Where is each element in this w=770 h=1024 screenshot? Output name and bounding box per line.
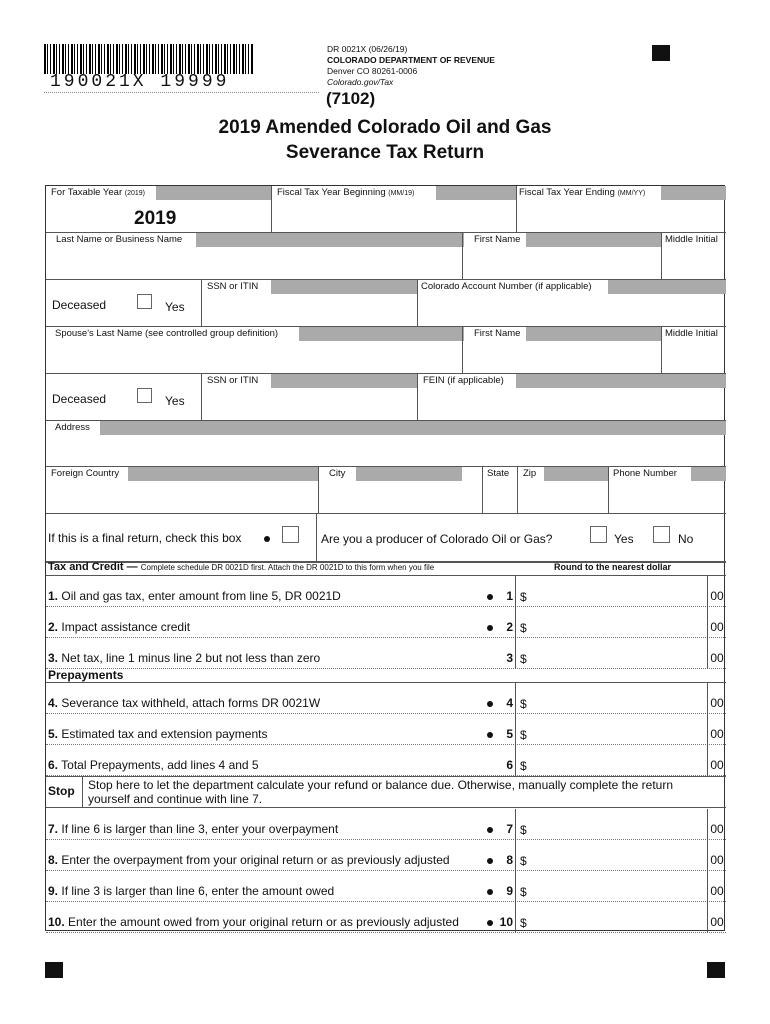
line-amount-input[interactable] [515,607,726,638]
dollar-sign: $ [520,885,527,899]
middle-initial-label: Middle Initial [662,233,721,247]
producer-no-label: No [678,532,694,546]
line-amount-input[interactable] [515,683,726,714]
dollar-sign: $ [520,759,527,773]
lines-section-2 [46,683,726,776]
first-name-input[interactable] [463,248,660,278]
spouse-first-name-input[interactable] [463,342,660,372]
dollar-sign: $ [520,621,527,635]
tax-line-row [46,576,726,607]
final-return-label: If this is a final return, check this box [48,531,242,545]
line-number: 5 [506,727,513,741]
deceased-label: Deceased [52,298,107,312]
city-input[interactable] [319,482,481,512]
colorado-account-label: Colorado Account Number (if applicable) [418,280,595,294]
line-number: 9 [506,884,513,898]
cents-field: 00 [707,714,726,745]
cents-field: 00 [707,607,726,638]
line-description: 3. Net tax, line 1 minus line 2 but not less than zero [48,651,321,665]
taxable-year-label: For Taxable Year (2019) [48,186,148,201]
line-description: 6. Total Prepayments, add lines 4 and 5 [48,758,259,772]
line-bullet [487,858,493,864]
deceased-checkbox[interactable] [137,294,152,309]
deceased-yes-label: Yes [165,300,185,314]
tax-line-row [46,607,726,638]
lines-section-3 [46,809,726,933]
barcode [44,44,254,74]
line-number: 6 [506,758,513,772]
line-number: 8 [506,853,513,867]
dollar-sign: $ [520,697,527,711]
registration-mark-top-right [652,45,670,61]
spouse-middle-initial-input[interactable] [662,342,725,372]
taxable-year-value: 2019 [134,208,177,229]
spouse-last-name-input[interactable] [47,342,461,372]
stop-label: Stop [46,777,83,807]
spouse-first-name-label: First Name [471,327,523,341]
barcode-number: 190021X 19999 [50,72,230,92]
stop-row [46,776,726,808]
line-bullet [487,827,493,833]
tax-line-row [46,638,726,669]
cents-field: 00 [707,745,726,776]
middle-initial-input[interactable] [662,248,725,278]
ssn-input[interactable] [202,295,416,325]
spouse-middle-initial-label: Middle Initial [662,327,721,341]
state-input[interactable] [483,482,516,512]
spouse-deceased-yes-label: Yes [165,394,185,408]
tax-line-row [46,871,726,902]
line-bullet [487,889,493,895]
ssn-label: SSN or ITIN [204,280,261,294]
registration-mark-bottom-left [45,962,63,978]
line-bullet [487,594,493,600]
phone-input[interactable] [609,482,725,512]
tax-line-row [46,683,726,714]
fein-input[interactable] [418,389,725,419]
registration-mark-bottom-right [707,962,725,978]
line-description: 8. Enter the overpayment from your original return or as previously adjusted [48,853,450,867]
spouse-ssn-input[interactable] [202,389,416,419]
line-bullet [487,732,493,738]
department-name: COLORADO DEPARTMENT OF REVENUE [327,55,495,65]
form-title-line2: Severance Tax Return [285,142,485,163]
producer-yes-label: Yes [614,532,634,546]
spouse-deceased-label: Deceased [52,392,107,406]
address-input[interactable] [47,436,725,465]
dollar-sign: $ [520,854,527,868]
line-number: 1 [506,589,513,603]
last-name-label: Last Name or Business Name [53,233,185,247]
line-number: 7 [506,822,513,836]
producer-yes-checkbox[interactable] [590,526,607,543]
tax-line-row [46,745,726,776]
line-amount-input[interactable] [515,809,726,840]
tax-line-row [46,840,726,871]
state-label: State [484,467,512,481]
lines-section-1 [46,576,726,669]
dollar-sign: $ [520,728,527,742]
line-bullet [487,701,493,707]
stop-text-1: Stop here to let the department calculate your refund or balance due. Otherwise, manually complete the return [88,778,673,792]
foreign-country-input[interactable] [47,482,317,512]
line-amount-input[interactable] [515,576,726,607]
tax-credit-heading: Tax and Credit — Complete schedule DR 0021D first. Attach the DR 0021D to this form when you file [48,561,435,573]
line-amount-input[interactable] [515,902,726,933]
cents-field: 00 [707,902,726,933]
cents-field: 00 [707,871,726,902]
dollar-sign: $ [520,590,527,604]
cents-field: 00 [707,683,726,714]
line-number: 2 [506,620,513,634]
phone-label: Phone Number [610,467,680,481]
line-description: 1. Oil and gas tax, enter amount from line 5, DR 0021D [48,589,341,603]
return-form [45,185,725,931]
dollar-sign: $ [520,652,527,666]
fiscal-begin-input[interactable] [272,202,515,232]
spouse-ssn-label: SSN or ITIN [204,374,261,388]
dollar-sign: $ [520,823,527,837]
spouse-deceased-checkbox[interactable] [137,388,152,403]
foreign-country-label: Foreign Country [48,467,122,481]
fiscal-end-input[interactable] [517,202,725,232]
line-number: 4 [506,696,513,710]
line-description: 10. Enter the amount owed from your original return or as previously adjusted [48,915,459,929]
line-description: 2. Impact assistance credit [48,620,191,634]
line-description: 9. If line 3 is larger than line 6, enter the amount owed [48,884,335,898]
line-amount-input[interactable] [515,745,726,776]
line-amount-input[interactable] [515,714,726,745]
tax-line-row [46,714,726,745]
stop-text-2: yourself and continue with line 7. [88,792,263,806]
form-code: (7102) [326,89,376,108]
line-description: 4. Severance tax withheld, attach forms DR 0021W [48,696,321,710]
line-number: 3 [506,651,513,665]
line-number: 10 [499,915,513,929]
cents-field: 00 [707,840,726,871]
round-note: Round to the nearest dollar [554,562,672,572]
form-title-line1: 2019 Amended Colorado Oil and Gas [218,117,552,138]
line-amount-input[interactable] [515,871,726,902]
producer-question: Are you a producer of Colorado Oil or Gas? [321,532,553,546]
last-name-input[interactable] [47,248,461,278]
address-label: Address [52,421,93,435]
cents-field: 00 [707,576,726,607]
dollar-sign: $ [520,916,527,930]
tax-line-row [46,809,726,840]
line-amount-input[interactable] [515,840,726,871]
barcode-underline [44,92,319,93]
line-description: 7. If line 6 is larger than line 3, enter your overpayment [48,822,339,836]
cents-field: 00 [707,638,726,669]
spouse-last-name-label: Spouse's Last Name (see controlled group definition) [52,327,281,341]
prepayments-heading: Prepayments [48,668,124,682]
zip-label: Zip [520,467,539,481]
fiscal-begin-label: Fiscal Tax Year Beginning (MM/19) [274,186,417,201]
zip-input[interactable] [518,482,607,512]
line-bullet [487,920,493,926]
line-amount-input[interactable] [515,638,726,669]
line-bullet [487,625,493,631]
first-name-label: First Name [471,233,523,247]
final-return-checkbox[interactable] [282,526,299,543]
department-address: Denver CO 80261-0006 [327,66,418,76]
fiscal-end-label: Fiscal Tax Year Ending (MM/YY) [516,186,648,201]
cents-field: 00 [707,809,726,840]
fein-label: FEIN (if applicable) [420,374,507,388]
form-id: DR 0021X (06/26/19) [327,44,408,54]
colorado-account-input[interactable] [418,295,725,325]
producer-no-checkbox[interactable] [653,526,670,543]
department-website: Colorado.gov/Tax [327,77,394,87]
tax-line-row [46,902,726,933]
line-description: 5. Estimated tax and extension payments [48,727,268,741]
city-label: City [326,467,348,481]
